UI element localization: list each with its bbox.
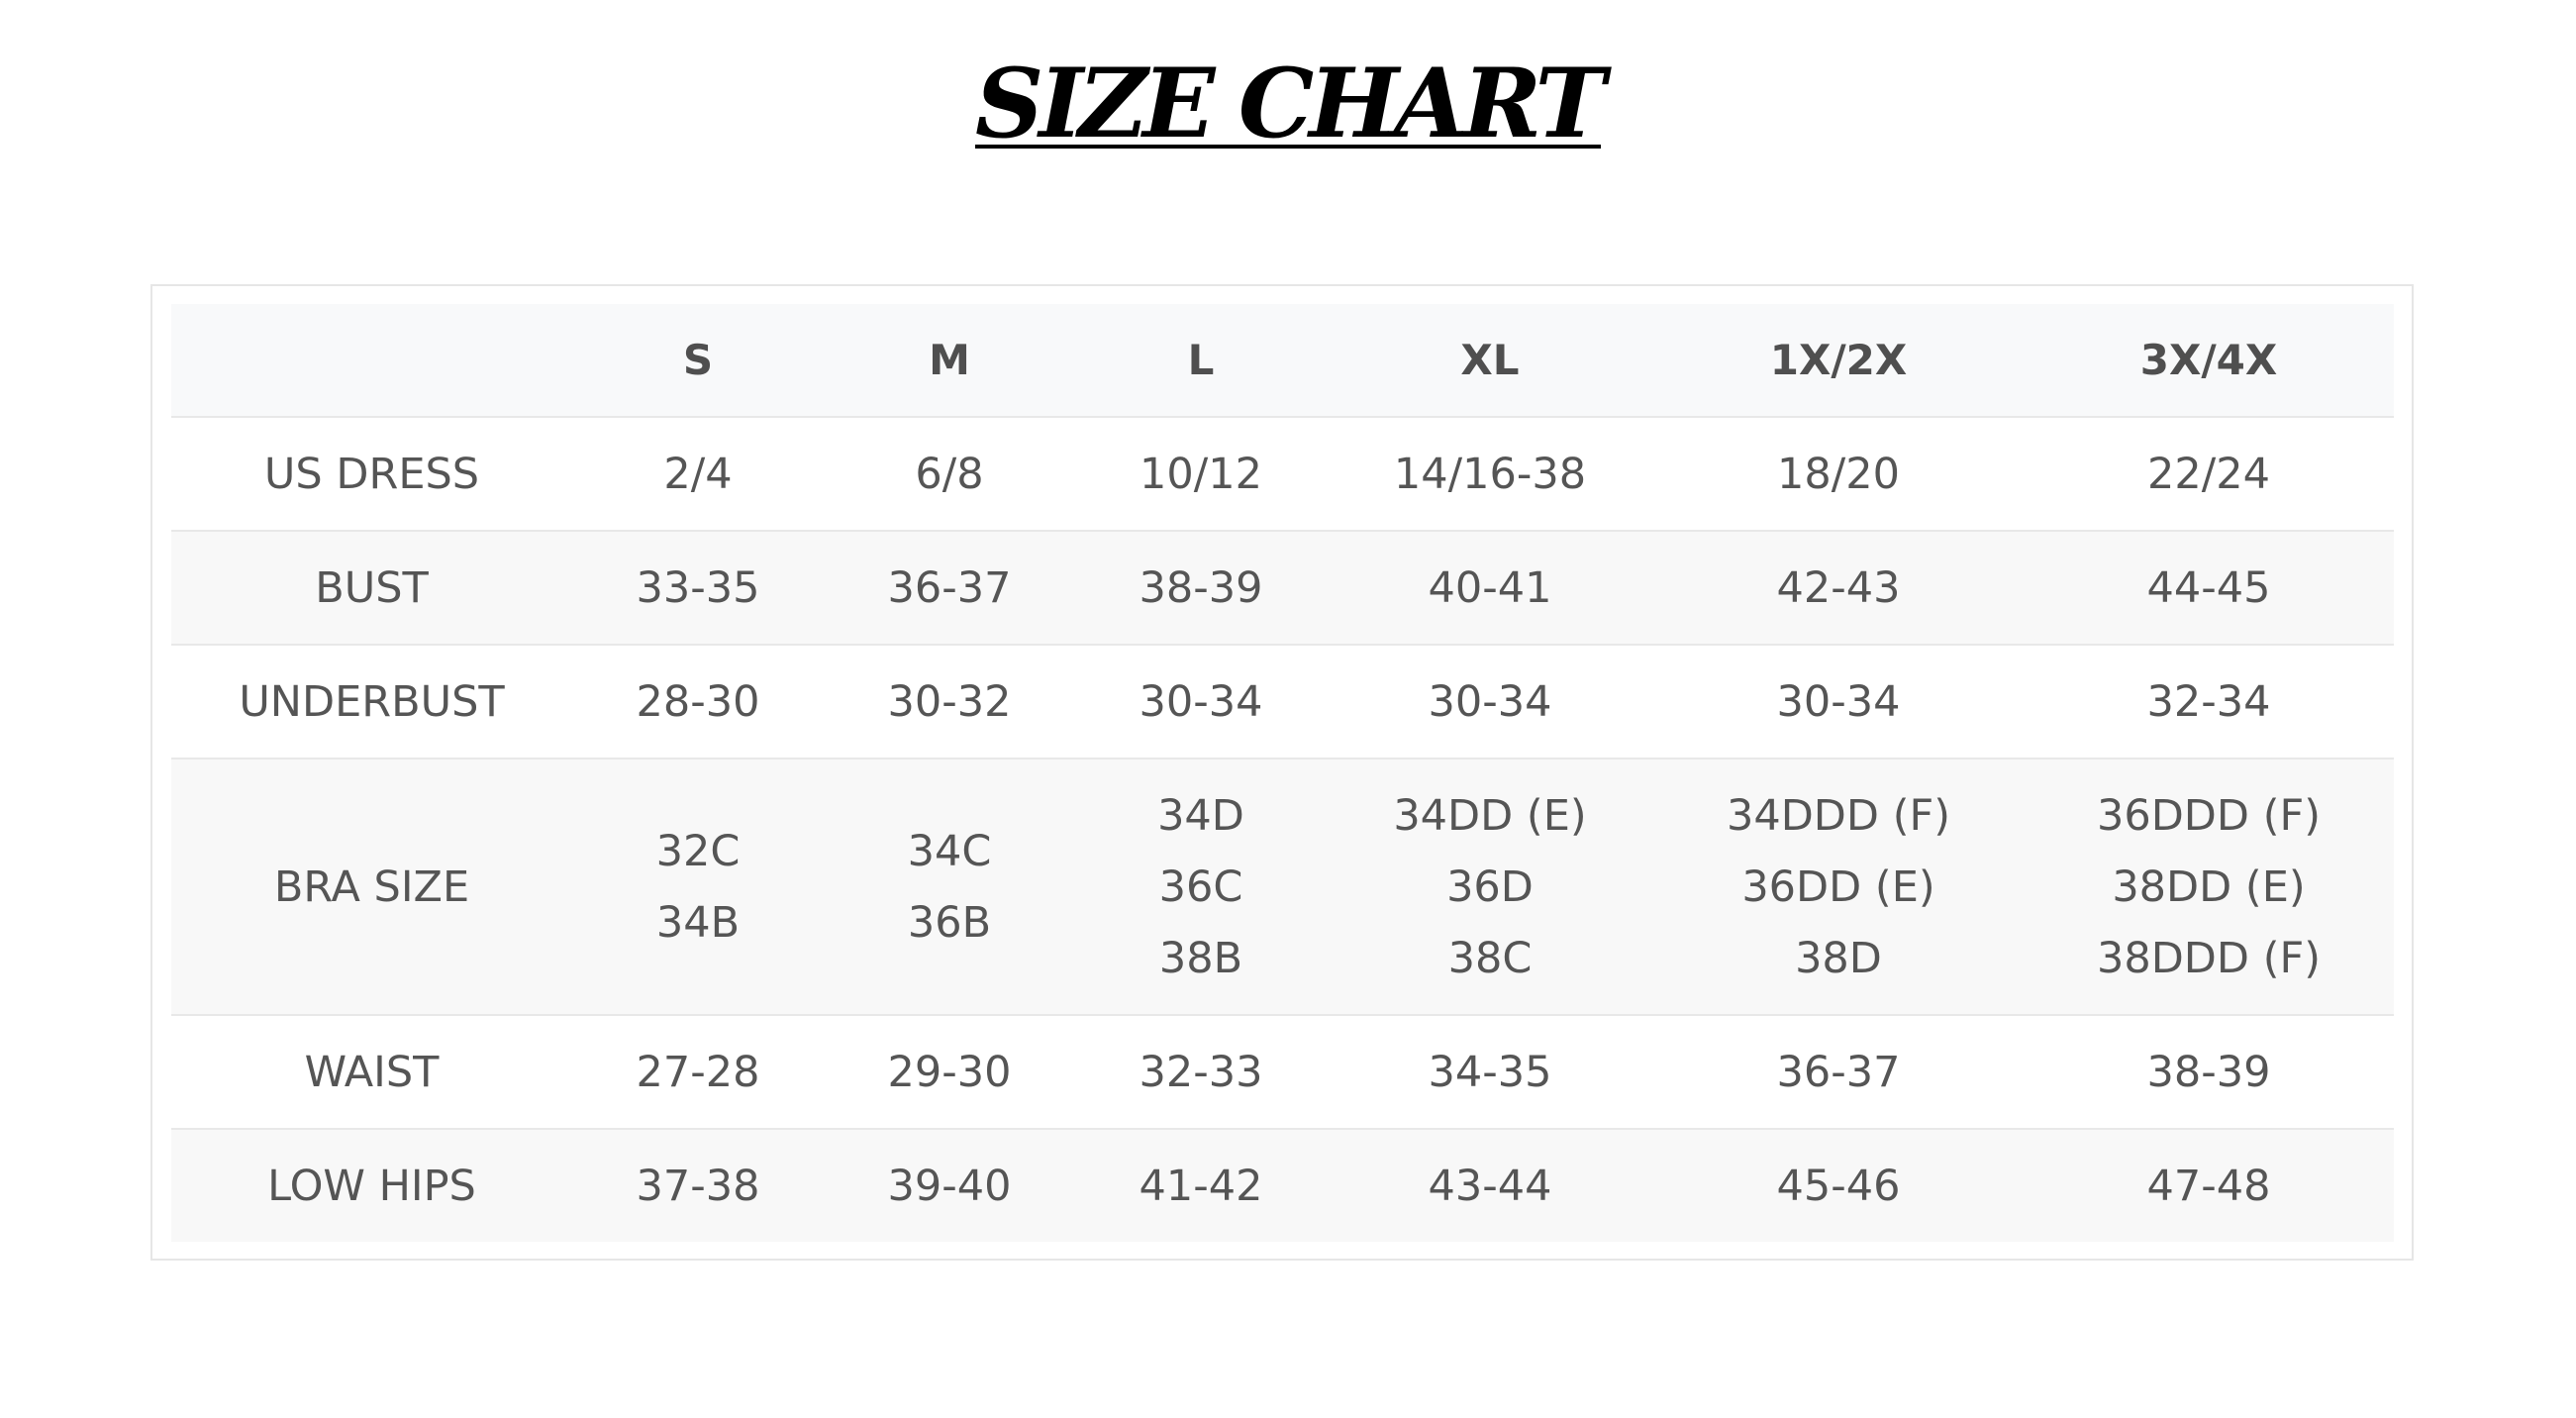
cell-value: 14/16-38 [1393,449,1587,499]
header-row [171,304,2394,417]
table-cell [572,645,824,759]
table-cell [2024,417,2394,531]
table-cell [1075,645,1327,759]
table-cell [1327,1129,1653,1242]
page-title [0,48,2576,159]
table-cell [1653,645,2024,759]
cell-value: 39-40 [887,1161,1012,1211]
table-row [171,531,2394,645]
table-cell [572,417,824,531]
table-cell [572,531,824,645]
cell-value: 40-41 [1428,562,1552,613]
cell-value: 38D [1795,933,1882,983]
size-chart-table [171,304,2394,1242]
cell-value: 29-30 [887,1047,1012,1097]
cell-value: 41-42 [1139,1161,1263,1211]
row-label: BUST [171,531,572,645]
cell-value: 37-38 [636,1161,760,1211]
cell-value: 30-32 [887,676,1012,727]
cell-value: 32-33 [1139,1047,1263,1097]
cell-value: 45-46 [1776,1161,1901,1211]
cell-value: 42-43 [1776,562,1901,613]
table-cell [2024,531,2394,645]
cell-value: 2/4 [663,449,733,499]
cell-value: 34C [907,826,992,876]
cell-value: 36B [907,897,992,948]
table-cell [572,759,824,1015]
table-cell [1075,1015,1327,1129]
header-cell-empty [171,304,572,417]
cell-value: 36DDD (F) [2096,790,2321,841]
cell-value: 30-34 [1428,676,1552,727]
cell-value: 34-35 [1428,1047,1552,1097]
cell-value: 44-45 [2146,562,2271,613]
table-cell [824,1129,1075,1242]
cell-value: 43-44 [1428,1161,1552,1211]
table-cell [1653,759,2024,1015]
header-cell-m: M [824,304,1075,417]
cell-value: 36D [1446,861,1534,912]
table-cell [824,759,1075,1015]
header-cell-3x-4x: 3X/4X [2024,304,2394,417]
table-row [171,417,2394,531]
cell-value: 38-39 [1139,562,1263,613]
cell-value: 10/12 [1139,449,1262,499]
table-cell [1075,759,1327,1015]
table-cell [1327,759,1653,1015]
table-cell [2024,1015,2394,1129]
row-label: US DRESS [171,417,572,531]
table-cell [1653,1015,2024,1129]
cell-value: 38C [1447,933,1533,983]
header-cell-s: S [572,304,824,417]
table-cell [824,1015,1075,1129]
table-cell [1653,1129,2024,1242]
table-cell [1327,531,1653,645]
table-cell [824,417,1075,531]
table-cell [1075,531,1327,645]
table-cell [1653,531,2024,645]
cell-value: 27-28 [636,1047,760,1097]
cell-value: 32C [655,826,741,876]
table-row [171,645,2394,759]
header-cell-1x-2x: 1X/2X [1653,304,2024,417]
cell-value: 22/24 [2147,449,2270,499]
table-cell [1075,417,1327,531]
row-label: WAIST [171,1015,572,1129]
table-row [171,1015,2394,1129]
row-label: BRA SIZE [171,759,572,1015]
cell-value: 30-34 [1139,676,1263,727]
cell-value: 38-39 [2146,1047,2271,1097]
cell-value: 30-34 [1776,676,1901,727]
cell-value: 18/20 [1777,449,1900,499]
row-label: LOW HIPS [171,1129,572,1242]
page-title-text: SIZE CHART [974,48,1602,159]
cell-value: 34DD (E) [1393,790,1587,841]
table-cell [2024,1129,2394,1242]
cell-value: 6/8 [915,449,984,499]
table-cell [1075,1129,1327,1242]
cell-value: 34D [1157,790,1244,841]
table-cell [1327,645,1653,759]
cell-value: 47-48 [2146,1161,2271,1211]
cell-value: 36C [1158,861,1243,912]
cell-value: 34DDD (F) [1726,790,1950,841]
cell-value: 38DD (E) [2112,861,2306,912]
cell-value: 36-37 [1776,1047,1901,1097]
table-cell [1653,417,2024,531]
table-row [171,759,2394,1015]
cell-value: 36-37 [887,562,1012,613]
cell-value: 38B [1158,933,1243,983]
cell-value: 38DDD (F) [2096,933,2321,983]
header-cell-xl: XL [1327,304,1653,417]
cell-value: 33-35 [636,562,760,613]
cell-value: 36DD (E) [1741,861,1935,912]
table-row [171,1129,2394,1242]
header-cell-l: L [1075,304,1327,417]
table-cell [1327,417,1653,531]
row-label: UNDERBUST [171,645,572,759]
table-cell [572,1129,824,1242]
table-cell [2024,759,2394,1015]
cell-value: 34B [655,897,741,948]
table-cell [824,531,1075,645]
table-cell [572,1015,824,1129]
table-cell [824,645,1075,759]
table-cell [1327,1015,1653,1129]
cell-value: 32-34 [2146,676,2271,727]
table-cell [2024,645,2394,759]
cell-value: 28-30 [636,676,760,727]
